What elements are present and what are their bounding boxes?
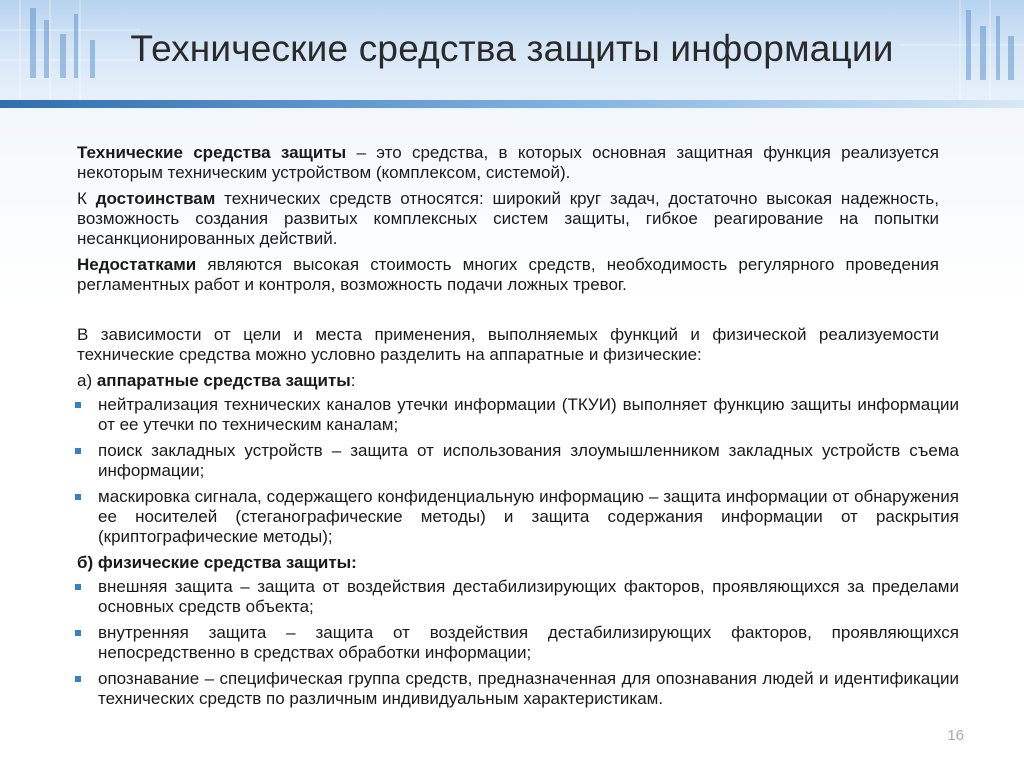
square-bullet-icon <box>75 584 81 590</box>
disadvantages-text: являются высокая стоимость многих средств, необходимость регулярного проведения регламентных работ и контроля, возможность подачи ложных тревог. <box>77 255 939 294</box>
list-item-text: маскировка сигнала, содержащего конфиденциальную информацию – защита информации от обнаружения ее носителей (стеганографические методы) и защита содержания информации от раскрытия (криптографические методы); <box>98 487 959 546</box>
paragraph-definition <box>77 143 939 183</box>
list-item <box>71 669 959 709</box>
square-bullet-icon <box>75 630 81 636</box>
list-item <box>71 441 959 481</box>
square-bullet-icon <box>75 402 81 408</box>
slide-content <box>77 143 959 715</box>
header-stripe <box>0 100 1024 108</box>
list-item <box>71 487 959 547</box>
definition-text: – это средства, в которых основная защитная функция реализуется некоторым техническим устройством (комплексом, системой). <box>77 143 939 182</box>
paragraph-advantages <box>77 189 939 249</box>
list-item-text: внутренняя защита – защита от воздействия дестабилизирующих факторов, проявляющихся непосредственно в средствах обработки информации; <box>98 623 959 662</box>
physical-means-list <box>71 577 959 709</box>
paragraph-disadvantages <box>77 255 939 295</box>
term-advantages: достоинствам <box>95 189 216 208</box>
term-technical-means: Технические средства защиты <box>77 143 347 162</box>
list-item <box>71 395 959 435</box>
hardware-means-list <box>71 395 959 547</box>
section-a-suffix: : <box>350 371 356 390</box>
list-item-text: нейтрализация технических каналов утечки информации (ТКУИ) выполняет функцию защиты информации от ее утечки по техническим каналам; <box>98 395 959 434</box>
advantages-prefix: К <box>77 189 96 208</box>
list-item <box>71 623 959 663</box>
section-a-title: аппаратные средства защиты <box>96 371 351 390</box>
slide-title: Технические средства защиты информации <box>130 28 894 69</box>
section-b-heading <box>77 553 939 573</box>
section-a-prefix: а) <box>77 371 97 390</box>
square-bullet-icon <box>75 448 81 454</box>
page-number: 16 <box>947 727 964 744</box>
list-item-text: поиск закладных устройств – защита от использования злоумышленником закладных устройств съема информации; <box>98 441 959 480</box>
term-disadvantages: Недостатками <box>77 255 197 274</box>
slide-header <box>0 0 1024 100</box>
list-item-text: опознавание – специфическая группа средств, предназначенная для опознавания людей и идентификации технических средств по различным индивидуальным характеристикам. <box>98 669 959 708</box>
list-item <box>71 577 959 617</box>
paragraph-classification: В зависимости от цели и места применения, выполняемых функций и физической реализуемости технические средства можно условно разделить на аппаратные и физические: <box>77 325 939 364</box>
section-b-title: б) физические средства защиты: <box>77 553 357 572</box>
section-a-heading <box>77 371 939 391</box>
square-bullet-icon <box>75 494 81 500</box>
square-bullet-icon <box>75 676 81 682</box>
advantages-text: технических средств относятся: широкий круг задач, достаточно высокая надежность, возможность создания развитых комплексных систем защиты, гибкое реагирование на попытки несанкционированных действий. <box>77 189 939 248</box>
list-item-text: внешняя защита – защита от воздействия дестабилизирующих факторов, проявляющихся за пределами основных средств объекта; <box>98 577 959 616</box>
